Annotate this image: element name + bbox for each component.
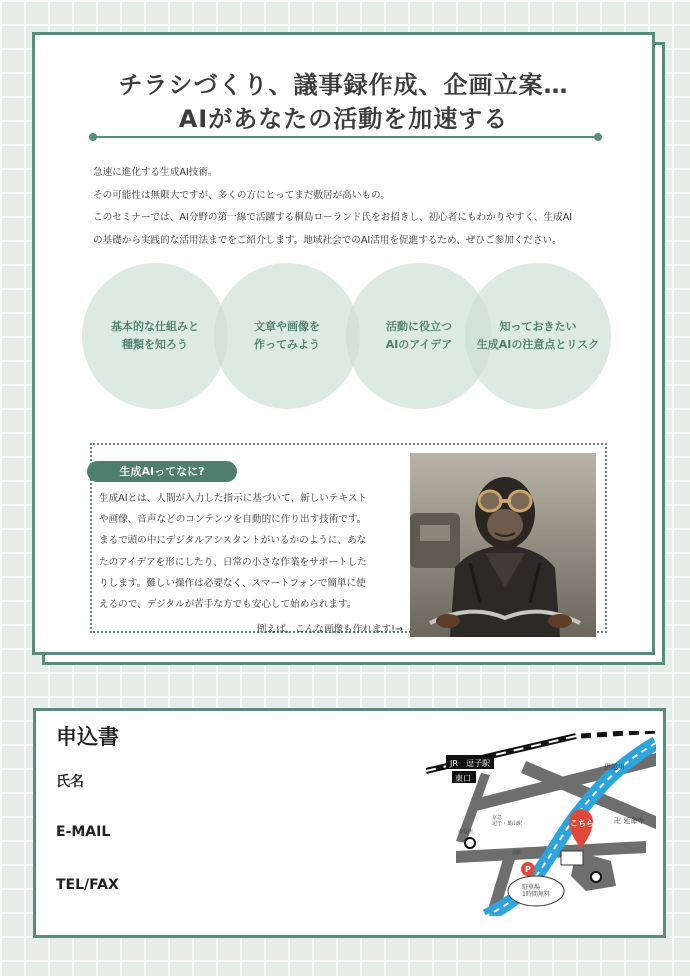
topic-circle-1: [82, 263, 228, 409]
title-divider: [93, 136, 600, 138]
flyer-card: [32, 32, 655, 655]
parking-p-label: P: [525, 865, 531, 874]
divider-dot-right: [594, 133, 602, 141]
fire-station-label: 消防: [512, 850, 523, 856]
about-line: や画像、音声などのコンテンツを自動的に作り出す技術です。: [99, 514, 367, 526]
topic-label: 文章や画像を 作ってみよう: [254, 320, 320, 351]
about-line: たのアイデアを形にしたり、日常の小さな作業をサポートした: [99, 556, 367, 568]
about-line: 生成AIとは、人間が入力した指示に基づいて、新しいテキスト: [99, 493, 368, 504]
form-title: 申込書: [56, 725, 119, 749]
here-label: こちら: [570, 819, 594, 828]
crossing-icon: [591, 872, 601, 882]
station-label: 逗子駅: [466, 759, 490, 768]
chimp-biker-photo: [410, 453, 596, 637]
email-field-label[interactable]: E-MAIL: [56, 824, 111, 840]
intro-line: その可能性は無限大ですが、多くの方にとってまだ敷居が高いもの。: [93, 189, 390, 201]
east-exit-label: 東口: [455, 774, 471, 783]
topic-label: 活動に役立つ AIのアイデア: [385, 320, 453, 351]
about-tag: 生成AIってなに?: [87, 461, 237, 482]
city-hall-icon: [465, 838, 475, 848]
image-caption: 例えば、こんな画像も作れます!→: [256, 624, 403, 635]
topic-label: 知っておきたい 生成AIの注意点とリスク: [476, 320, 600, 351]
name-field-label[interactable]: 氏名: [56, 774, 84, 790]
temple-label: 卍 延命寺: [614, 817, 645, 825]
topic-circle-4: [465, 263, 611, 409]
about-line: えるので、デジタルが苦手な方でも安心して始められます。: [99, 599, 357, 611]
bus-stop-label: 京急逗子・葉山駅: [492, 815, 523, 827]
venue-building: [561, 851, 583, 865]
divider-dot-left: [89, 133, 97, 141]
intro-line: の基礎から実践的な活用法までをご紹介します。地域社会でのAI活用を促進するため、ぜひご参加ください。: [93, 234, 562, 246]
parking-label: 駐車場 1時間無料: [522, 884, 550, 899]
application-form: [33, 708, 666, 938]
tel-fax-field-label[interactable]: TEL/FAX: [56, 877, 119, 893]
about-text: [99, 488, 399, 615]
topic-label: 基本的な仕組みと 種類を知ろう: [111, 320, 199, 351]
jr-label: JR: [450, 759, 458, 768]
intro-line: 急速に進化する生成AI技術。: [93, 167, 218, 178]
river-label: 田越川: [604, 763, 625, 771]
intro-line: このセミナーでは、AI分野の第一線で活躍する桐島ローランド氏をお招きし、初心者にもわかりやすく、生成AI: [93, 212, 573, 223]
topic-circle-2: [214, 263, 360, 409]
about-line: りします。難しい操作は必要なく、スマートフォンで簡単に使: [99, 577, 366, 589]
page-title-line1: チラシづくり、議事録作成、企画立案…: [118, 71, 569, 99]
intro-text: [93, 162, 613, 252]
city-hall-label: 市役所: [458, 829, 474, 835]
page-title-line2: AIがあなたの活動を加速する: [178, 105, 509, 133]
about-line: まるで頭の中にデジタルアシスタントがいるかのように、あな: [99, 535, 367, 547]
access-map: [426, 731, 656, 916]
